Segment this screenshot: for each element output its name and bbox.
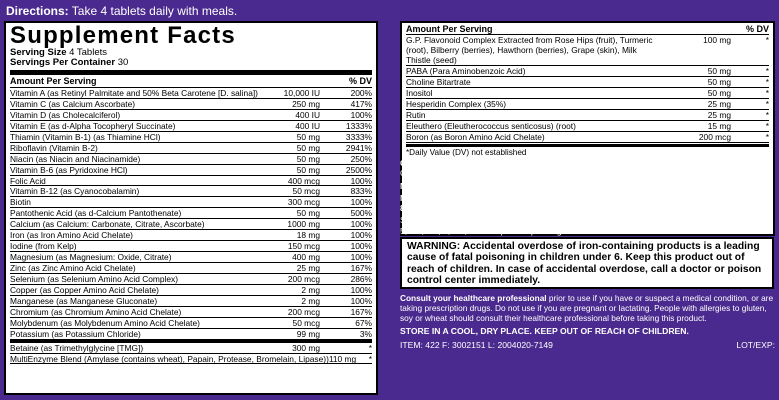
nutrient-name: Vitamin D (as Cholecalciferol) — [10, 109, 121, 120]
nutrient-dv: * — [765, 99, 769, 109]
nutrient-dv: * — [368, 342, 372, 353]
nutrient-row — [10, 154, 372, 165]
nutrient-amount: 25 mg — [707, 110, 731, 120]
nutrient-row — [10, 241, 372, 252]
nutrient-dv: 2500% — [345, 164, 372, 175]
nutrient-row — [10, 318, 372, 329]
nutrient-row — [10, 186, 372, 197]
facts-rows-other — [10, 343, 372, 365]
consult-text: prior to use if you have or suspect a medical condition, or are taking prescription drugs. Do not use if you are pregnant or lactating. People with allergies to gluten, soy or wheat should consult their healthcare professional before taking this product. — [400, 293, 774, 323]
nutrient-amount: 400 mcg — [287, 175, 320, 186]
nutrient-name: Selenium (as Selenium Amino Acid Complex) — [10, 273, 179, 284]
nutrient-name: Iodine (from Kelp) — [10, 241, 77, 252]
nutrient-row — [10, 132, 372, 143]
no-text: Yeast, Milk, Egg, Artificial Colors or Flavors, Added Sugar or Preservatives — [412, 180, 698, 191]
nutrient-amount: 300 mcg — [287, 197, 320, 208]
nutrient-name: Boron (as Boron Amino Acid Chelate) — [406, 132, 545, 142]
nutrient-row — [406, 132, 769, 143]
nutrient-name: Biotin — [10, 197, 31, 208]
nutrient-row — [406, 121, 769, 132]
supplement-facts-title: Supplement Facts — [10, 22, 236, 49]
nutrient-amount: 25 mg — [707, 99, 731, 109]
nutrient-dv: 100% — [350, 197, 372, 208]
nutrient-dv: * — [765, 121, 769, 131]
nutrient-amount: 50 mg — [707, 66, 731, 76]
manufacturer — [400, 193, 775, 214]
right-facts-rows — [406, 35, 769, 143]
nutrient-row — [406, 77, 769, 88]
nutrient-dv: * — [368, 353, 372, 364]
nutrient-amount: 50 mg — [296, 164, 320, 175]
directions-label: Directions: — [6, 4, 69, 18]
nutrient-dv: 167% — [350, 263, 372, 273]
nutrient-dv: 200% — [350, 88, 372, 98]
nutrient-row — [406, 66, 769, 77]
nutrient-row — [406, 35, 769, 66]
nutrient-row — [10, 165, 372, 176]
nutrient-name: Calcium (as Calcium: Carbonate, Citrate, Ascorbate) — [10, 219, 205, 230]
nutrient-dv: * — [765, 132, 769, 142]
nutrient-row — [10, 99, 372, 110]
no-label: NO — [400, 180, 413, 191]
nutrient-amount: 400 IU — [295, 120, 320, 131]
nutrient-name: Potassium (as Potassium Chloride) — [10, 328, 141, 339]
nutrient-name: Molybdenum (as Molybdenum Amino Acid Chelate) — [10, 317, 200, 328]
nutrient-amount: 200 mcg — [287, 306, 320, 317]
nutrient-name: Pantothenic Acid (as d-Calcium Pantothenate) — [10, 208, 182, 219]
iron-warning: WARNING: Accidental overdose of iron-containing products is a leading cause of fatal poisoning in children under 6. Keep this product out of reach of children. In case of accidental overdose, call a doctor or poison control center immediately. — [400, 237, 774, 289]
nutrient-row — [10, 219, 372, 230]
nutrient-amount: 300 mg — [292, 342, 320, 353]
nutrient-name: Zinc (as Zinc Amino Acid Chelate) — [10, 263, 136, 273]
nutrient-amount: 250 mg — [292, 98, 320, 109]
nutrient-row — [406, 88, 769, 99]
servings-per-container — [10, 58, 372, 68]
nutrient-amount: 10,000 IU — [283, 88, 320, 98]
right-facts-header — [406, 23, 769, 35]
nutrient-dv: 67% — [355, 317, 372, 328]
nutrient-name: PABA (Para Aminobenzoic Acid) — [406, 66, 526, 76]
nutrient-amount: 25 mg — [296, 263, 320, 273]
nutrient-row — [10, 143, 372, 154]
nutrient-amount: 200 mcg — [698, 132, 731, 142]
col-amount-header: Amount Per Serving — [10, 76, 97, 86]
nutrient-row — [10, 343, 372, 354]
consult-notice — [400, 293, 775, 323]
nutrient-amount: 50 mg — [296, 131, 320, 142]
nutrient-name: Riboflavin (Vitamin B-2) — [10, 142, 98, 153]
nutrient-dv: 1333% — [345, 120, 372, 131]
nutrient-dv: 100% — [350, 175, 372, 186]
nutrient-name: Vitamin B-6 (as Pyridoxine HCl) — [10, 164, 128, 175]
lot-exp: LOT/EXP: — [736, 340, 775, 350]
nutrient-dv: * — [765, 77, 769, 87]
nutrient-amount: 50 mg — [707, 77, 731, 87]
serving-size-label: Serving Size — [10, 47, 67, 58]
nutrient-dv: 2941% — [345, 142, 372, 153]
nutrient-dv: 100% — [350, 284, 372, 295]
item-line — [400, 340, 775, 351]
nutrient-name: Vitamin E (as d-Alpha Tocopheryl Succinate) — [10, 120, 176, 131]
nutrient-row — [10, 307, 372, 318]
nutrient-name: G.P. Flavonoid Complex Extracted from Rose Hips (fruit), Turmeric (root), Bilberry (berries), Hawthorn (berries), Grape (skin), Milk Thistle (seed) — [406, 35, 653, 65]
nutrient-name: Choline Bitartrate — [406, 77, 471, 87]
nutrient-name: Iron (as Iron Amino Acid Chelate) — [10, 230, 133, 241]
nutrient-row — [406, 99, 769, 110]
nutrient-dv: 100% — [350, 252, 372, 263]
nutrient-amount: 100 mg — [703, 35, 731, 45]
other-ingredients-label: Other Ingredients: — [400, 158, 475, 168]
facts-header — [10, 75, 372, 88]
nutrient-amount: 50 mg — [296, 142, 320, 153]
nutrient-amount: 400 mg — [292, 252, 320, 263]
nutrient-amount: 1000 mg — [287, 219, 320, 230]
item-codes: ITEM: 422 F: 3002151 L: 2004020-7149 — [400, 340, 553, 350]
right-col-dv-header: % DV — [745, 24, 769, 34]
manufacturer-label: Manufactured by NATROL, Inc. — [400, 192, 526, 203]
nutrient-dv: 100% — [350, 109, 372, 120]
nutrient-amount: 50 mg — [296, 208, 320, 219]
nutrient-name: Copper (as Copper Amino Acid Chelate) — [10, 284, 159, 295]
supplied-by: Supplied by Albion Advanced Nutrition. Chelazome® and Chelative® are covered by U.S. Patents: 5,516,925, 5,614,553 and patents pending. — [400, 215, 774, 236]
nutrient-dv: * — [765, 110, 769, 120]
directions-text: Take 4 tablets daily with meals. — [68, 4, 238, 18]
servings-label: Servings Per Container — [10, 57, 116, 68]
no-additives — [400, 181, 775, 191]
nutrient-name: Magnesium (as Magnesium: Oxide, Citrate) — [10, 252, 172, 263]
nutrient-amount: 50 mcg — [292, 317, 320, 328]
dv-note: *Daily Value (DV) not established — [406, 144, 769, 159]
nutrient-row — [10, 88, 372, 99]
nutrient-name: Chromium (as Chromium Amino Acid Chelate) — [10, 306, 182, 317]
nutrient-name: Eleuthero (Eleutherococcus senticosus) (root) — [406, 121, 576, 131]
right-col-amount-header: Amount Per Serving — [406, 24, 493, 34]
nutrient-row — [10, 252, 372, 263]
nutrient-amount: 50 mcg — [292, 186, 320, 197]
nutrient-name: Thiamin (Vitamin B-1) (as Thiamine HCl) — [10, 131, 161, 142]
nutrient-name: Folic Acid — [10, 175, 46, 186]
nutrient-dv: 250% — [350, 153, 372, 164]
nutrient-row — [10, 285, 372, 296]
nutrient-row — [10, 230, 372, 241]
other-ingredients-text: Cellulose, Cellulose Gum, Stearic Acid, Silica, Magnesium Stearate, Dibasic Calcium Phosphate, Maltodextrin, Methylcellulose, Glycerin, Soybean Oil, Cornstarch. — [400, 158, 766, 179]
nutrient-dv: * — [765, 66, 769, 76]
nutrient-dv: 100% — [350, 295, 372, 306]
directions — [6, 3, 386, 19]
nutrient-amount: 50 mg — [707, 88, 731, 98]
nutrient-amount: 18 mg — [296, 230, 320, 241]
nutrient-amount: 150 mcg — [287, 241, 320, 252]
nutrient-dv: 417% — [350, 98, 372, 109]
nutrient-dv: 500% — [350, 208, 372, 219]
facts-rows — [10, 88, 372, 340]
nutrient-amount: 200 mcg — [287, 273, 320, 284]
nutrient-row — [10, 176, 372, 187]
nutrient-name: Niacin (as Niacin and Niacinamide) — [10, 153, 141, 164]
nutrient-dv: 100% — [350, 219, 372, 230]
nutrient-name: Betaine (as Trimethylglycine [TMG]) — [10, 342, 144, 353]
nutrient-dv: * — [765, 88, 769, 98]
nutrient-dv: 100% — [350, 241, 372, 252]
nutrient-name: Vitamin A (as Retinyl Palmitate and 50% Beta Carotene [D. salina]) — [10, 88, 258, 98]
nutrient-row — [406, 110, 769, 121]
nutrient-row — [10, 296, 372, 307]
nutrient-name: Rutin — [406, 110, 426, 120]
manufacturer-text: , Chatsworth, CA 91311 • USA • 1 800 2-NATROL (800 262-8765) — [400, 192, 760, 214]
nutrient-dv: 3% — [359, 328, 372, 339]
nutrient-dv: 833% — [350, 186, 372, 197]
nutrient-amount: 110 mg — [328, 353, 357, 364]
nutrient-name: Hesperidin Complex (35%) — [406, 99, 507, 109]
nutrient-amount: 2 mg — [301, 295, 320, 306]
nutrient-name: Vitamin B-12 (as Cyanocobalamin) — [10, 186, 140, 197]
ingredients-info — [400, 158, 775, 238]
nutrient-row — [10, 121, 372, 132]
nutrient-row — [10, 208, 372, 219]
consult-label: Consult your healthcare professional — [400, 293, 547, 303]
nutrient-name: MultiEnzyme Blend (Amylase (contains wheat), Papain, Protease, Bromelain, Lipase)) — [10, 353, 329, 364]
nutrient-name: Vitamin C (as Calcium Ascorbate) — [10, 98, 136, 109]
nutrient-dv: 286% — [350, 273, 372, 284]
nutrient-amount: 99 mg — [296, 328, 320, 339]
servings-value: 30 — [115, 57, 129, 68]
nutrient-amount: 50 mg — [296, 153, 320, 164]
nutrient-name: Inositol — [406, 88, 433, 98]
other-ingredients — [400, 158, 775, 179]
nutrient-dv: 3333% — [345, 131, 372, 142]
nutrient-row — [10, 274, 372, 285]
serving-size-value: 4 Tablets — [66, 47, 107, 58]
nutrient-dv: 167% — [350, 306, 372, 317]
nutrient-dv: * — [765, 35, 769, 45]
nutrient-amount: 2 mg — [301, 284, 320, 295]
nutrient-row — [10, 197, 372, 208]
storage-notice: STORE IN A COOL, DRY PLACE. KEEP OUT OF REACH OF CHILDREN. — [400, 326, 689, 336]
nutrient-row — [10, 110, 372, 121]
supplement-facts-panel — [4, 21, 378, 395]
nutrient-amount: 15 mg — [707, 121, 731, 131]
nutrient-row — [10, 354, 372, 365]
nutrient-name: Manganese (as Manganese Gluconate) — [10, 295, 158, 306]
nutrient-dv: 100% — [350, 230, 372, 241]
col-dv-header: % DV — [348, 76, 372, 86]
nutrient-row — [10, 263, 372, 274]
nutrient-amount: 400 IU — [295, 109, 320, 120]
nutrient-row — [10, 329, 372, 340]
